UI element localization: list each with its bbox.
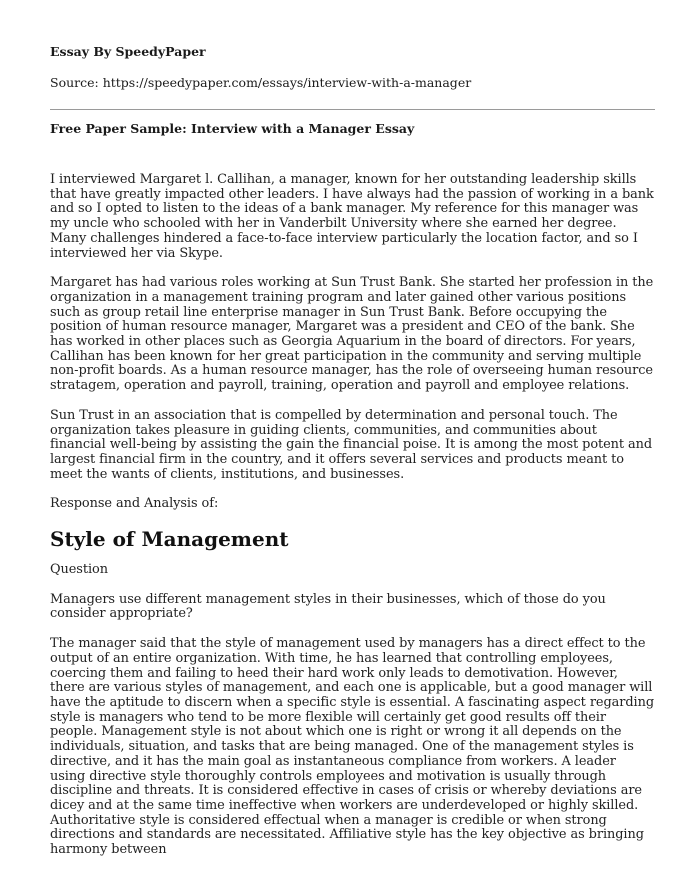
paragraph-question: Managers use different management styles in their businesses, which of those do you consider appropriate?: [50, 591, 606, 622]
paragraph-roles: Margaret has had various roles working at Sun Trust Bank. She started her profession in the organization in a management training program and later gained other various positions such as group retail line enterprise manager in Sun Trust Bank. Before occupying the position of human resource manager, Margaret was a president and CEO of the bank. She has worked in other places such as Georgia Aquarium in the board of directors. For years, Callihan has been known for her great participation in the community and serving multiple non-profit boards. As a human resource manager, has the role of overseeing human resource stratagem, operation and payroll, training, operation and payroll and employee relations.: [50, 275, 654, 394]
header-divider: [50, 109, 655, 110]
paragraph-answer: The manager said that the style of management used by managers has a direct effect to the output of an entire organization. With time, he has learned that controlling employees, coercing them and failing to heed their hard work only leads to demotivation. However, there are various styles of management, and each one is applicable, but a good manager will have the aptitude to discern when a specific style is essential. A fascinating aspect regarding style is managers who tend to be more flexible will certainly get good results off their people. Management style is not about which one is right or wrong it all depends on the individuals, situation, and tasks that are being managed. One of the management styles is directive, and it has the main goal as instantaneous compliance from workers. A leader using directive style thoroughly controls employees and motivation is usually through discipline and threats. It is considered effective in cases of crisis or whereby deviations are dicey and at the same time ineffective when workers are underdeveloped or highly skilled. Authoritative style is considered effectual when a manager is credible or when strong directions and standards are necessitated. Affiliative style has the key objective as bringing harmony between: [50, 636, 655, 858]
paragraph-question-label: Question: [50, 562, 108, 578]
source-link[interactable]: Source: https://speedypaper.com/essays/interview-with-a-manager: [50, 75, 472, 90]
document-source-title: Essay By SpeedyPaper: [50, 44, 206, 59]
paragraph-response-label: Response and Analysis of:: [50, 496, 219, 512]
document-header: [50, 44, 655, 91]
section-heading: Style of Management: [50, 527, 289, 552]
essay-body: [50, 173, 655, 873]
paragraph-intro: I interviewed Margaret l. Callihan, a manager, known for her outstanding leadership skills that have greatly impacted other leaders. I have always had the passion of working in a bank and so I opted to listen to the ideas of a bank manager. My reference for this manager was my uncle who schooled with her in Vanderbilt University where she earned her degree. Many challenges hindered a face-to-face interview particularly the location factor, and so I interviewed her via Skype.: [50, 172, 654, 261]
paper-title: Free Paper Sample: Interview with a Manager Essay: [50, 121, 415, 136]
paragraph-organization: Sun Trust in an association that is compelled by determination and personal touch. The organization takes pleasure in guiding clients, communities, and communities about financial well-being by assisting the gain the financial poise. It is among the most potent and largest financial firm in the country, and it offers several services and products meant to meet the wants of clients, institutions, and businesses.: [50, 407, 653, 482]
